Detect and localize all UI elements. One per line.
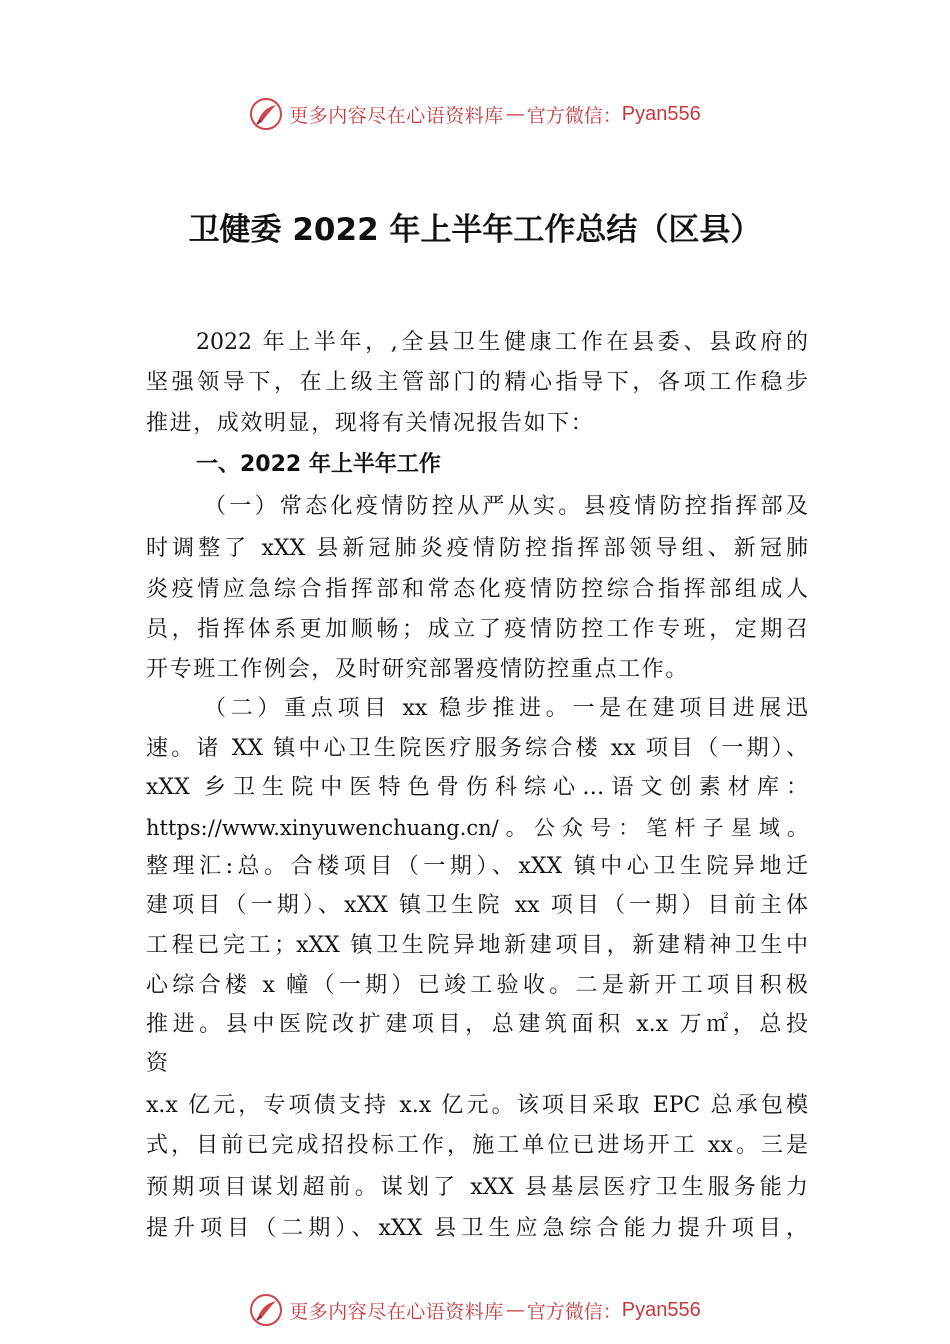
watermark-banner-top bbox=[0, 92, 950, 136]
document-title: 卫健委 2022 年上半年工作总结（区县） bbox=[188, 212, 762, 248]
body-line: x.x 亿元，专项债支持 x.x 亿元。该项目采取 EPC 总承包模 bbox=[146, 1093, 808, 1118]
body-line: 预期项目谋划超前。谋划了 xXX 县基层医疗卫生服务能力 bbox=[146, 1175, 808, 1200]
watermark-contact-label: 官方微信： bbox=[526, 1300, 622, 1323]
watermark-separator: — bbox=[505, 1299, 525, 1321]
body-line: 工程已完工；xXX 镇卫生院异地新建项目，新建精神卫生中 bbox=[146, 933, 808, 958]
brush-logo-icon bbox=[249, 97, 283, 131]
watermark-contact-label: 官方微信： bbox=[526, 104, 622, 127]
body-line: 式，目前已完成招投标工作，施工单位已进场开工 xx。三是 bbox=[146, 1133, 808, 1158]
body-line: 时调整了 xXX 县新冠肺炎疫情防控指挥部领导组、新冠肺 bbox=[146, 536, 808, 561]
body-line: 2022 年上半年，,全县卫生健康工作在县委、县政府的 bbox=[196, 330, 808, 355]
watermark-banner-bottom bbox=[0, 1288, 950, 1332]
body-line: 资 bbox=[146, 1051, 169, 1076]
body-line: xXX 乡卫生院中医特色骨伤科综心…语文创素材库： bbox=[146, 775, 808, 800]
body-line: （一）常态化疫情防控从严从实。县疫情防控指挥部及 bbox=[204, 494, 808, 519]
body-line: 炎疫情应急综合指挥部和常态化疫情防控综合指挥部组成人 bbox=[146, 577, 808, 602]
watermark-separator: — bbox=[505, 103, 525, 125]
body-line: 推进。县中医院改扩建项目，总建筑面积 x.x 万㎡，总投 bbox=[146, 1012, 808, 1037]
body-line: 速。诸 XX 镇中心卫生院医疗服务综合楼 xx 项目（一期）、 bbox=[146, 736, 808, 761]
section-heading: 一、2022 年上半年工作 bbox=[196, 452, 441, 477]
body-line: 坚强领导下，在上级主管部门的精心指导下，各项工作稳步 bbox=[146, 370, 808, 395]
body-line: https://www.xinyuwenchuang.cn/。公众号：笔杆子星域。 bbox=[146, 816, 808, 840]
body-line: （二）重点项目 xx 稳步推进。一是在建项目进展迅 bbox=[204, 696, 808, 721]
body-line: 开专班工作例会，及时研究部署疫情防控重点工作。 bbox=[146, 657, 689, 682]
body-line: 心综合楼 x 幢（一期）已竣工验收。二是新开工项目积极 bbox=[146, 973, 808, 998]
watermark-contact-id: Pyan556 bbox=[621, 102, 701, 125]
body-line: 建项目（一期）、xXX 镇卫生院 xx 项目（一期）目前主体 bbox=[146, 893, 808, 918]
body-line: 整理汇:总。合楼项目（一期）、xXX 镇中心卫生院异地迁 bbox=[146, 854, 808, 879]
watermark-site-text: 更多内容尽在心语资料库 bbox=[289, 1300, 504, 1323]
body-line: 推进，成效明显，现将有关情况报告如下： bbox=[146, 411, 595, 436]
body-line: 员，指挥体系更加顺畅；成立了疫情防控工作专班，定期召 bbox=[146, 617, 808, 642]
watermark-contact-id: Pyan556 bbox=[621, 1298, 701, 1321]
brush-logo-icon bbox=[249, 1293, 283, 1327]
body-line: 提升项目（二期）、xXX 县卫生应急综合能力提升项目， bbox=[146, 1216, 808, 1241]
watermark-site-text: 更多内容尽在心语资料库 bbox=[289, 104, 504, 127]
